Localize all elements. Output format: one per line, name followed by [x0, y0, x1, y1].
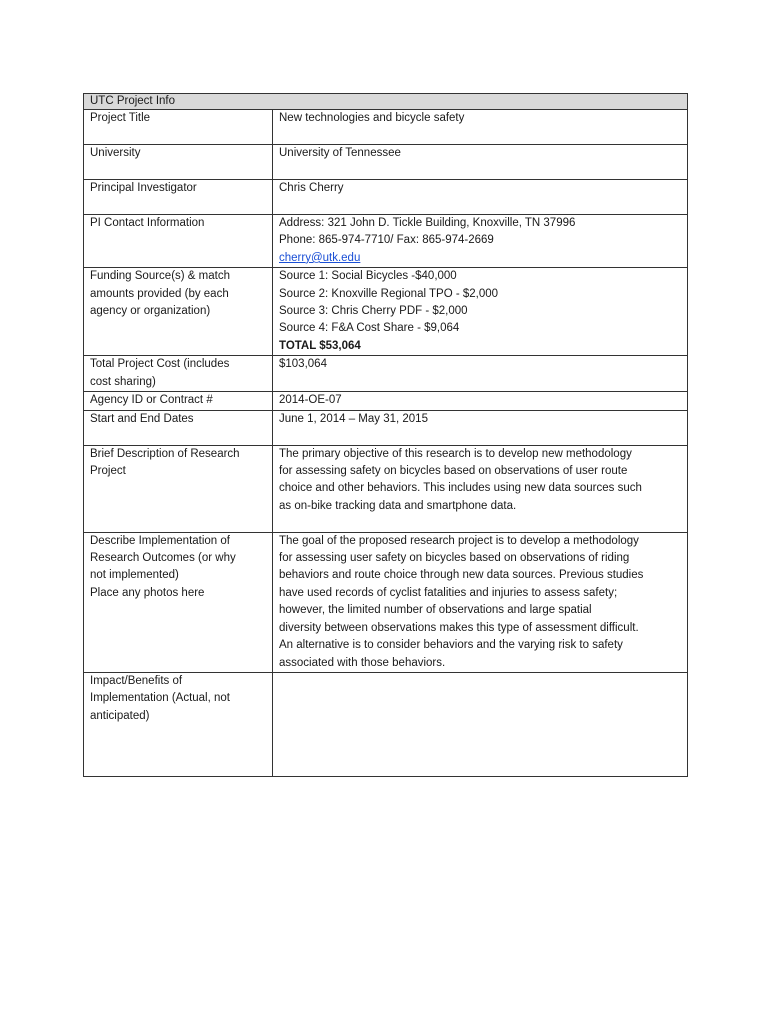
total-cost-label: [84, 356, 273, 392]
implementation-label-line: Describe Implementation of: [90, 534, 230, 547]
funding-label-line: amounts provided (by each: [90, 287, 229, 300]
funding-source-4: Source 4: F&A Cost Share - $9,064: [279, 322, 460, 335]
utc-project-info-table: [83, 93, 688, 777]
funding-label-line: agency or organization): [90, 305, 211, 318]
university-label: University: [84, 145, 273, 180]
agency-id-value: 2014-OE-07: [273, 392, 688, 410]
implementation-line: have used records of cyclist fatalities and injuries to assess safety;: [279, 586, 618, 599]
implementation-label-line: Research Outcomes (or why: [90, 552, 236, 565]
total-cost-label-line: cost sharing): [90, 375, 156, 388]
funding-source-1: Source 1: Social Bicycles -$40,000: [279, 270, 457, 283]
description-value: [273, 445, 688, 532]
dates-label: Start and End Dates: [84, 410, 273, 445]
description-line: for assessing safety on bicycles based on observations of user route: [279, 465, 628, 478]
description-label-line: Brief Description of Research: [90, 447, 240, 460]
implementation-line: behaviors and route choice through new data sources. Previous studies: [279, 569, 644, 582]
description-label: [84, 445, 273, 532]
description-line: as on-bike tracking data and smartphone data.: [279, 499, 517, 512]
contact-address: Address: 321 John D. Tickle Building, Knoxville, TN 37996: [279, 217, 576, 229]
table-row: [84, 110, 688, 145]
implementation-line: An alternative is to consider behaviors and the varying risk to safety: [279, 639, 623, 652]
table-row: [84, 445, 688, 532]
implementation-label-line: not implemented): [90, 569, 179, 582]
funding-source-2: Source 2: Knoxville Regional TPO - $2,000: [279, 287, 499, 300]
implementation-line: associated with those behaviors.: [279, 656, 446, 669]
table-row: [84, 410, 688, 445]
table-row: [84, 392, 688, 410]
contact-phone: Phone: 865-974-7710/ Fax: 865-974-2669: [279, 234, 494, 247]
table-header: UTC Project Info: [84, 94, 688, 110]
pi-label: Principal Investigator: [84, 180, 273, 215]
description-label-line: Project: [90, 465, 126, 478]
total-cost-value: $103,064: [273, 356, 688, 392]
funding-source-3: Source 3: Chris Cherry PDF - $2,000: [279, 305, 468, 318]
table-header-row: [84, 94, 688, 110]
impact-value: [273, 672, 688, 776]
table-row: [84, 180, 688, 215]
implementation-value: [273, 532, 688, 672]
impact-label-line: Implementation (Actual, not: [90, 692, 230, 705]
table-row: [84, 672, 688, 776]
dates-value: June 1, 2014 – May 31, 2015: [273, 410, 688, 445]
description-line: The primary objective of this research is to develop new methodology: [279, 447, 632, 460]
implementation-label: [84, 532, 273, 672]
table-row: [84, 145, 688, 180]
agency-id-label: Agency ID or Contract #: [84, 392, 273, 410]
implementation-label-line: Place any photos here: [90, 586, 205, 599]
table-row: [84, 356, 688, 392]
table-row: [84, 532, 688, 672]
funding-label: [84, 268, 273, 356]
pi-value: Chris Cherry: [273, 180, 688, 215]
contact-label: PI Contact Information: [84, 215, 273, 268]
contact-email-link[interactable]: cherry@utk.edu: [279, 251, 361, 264]
table-row: [84, 215, 688, 268]
implementation-line: for assessing user safety on bicycles based on observations of riding: [279, 552, 630, 565]
project-title-value: New technologies and bicycle safety: [273, 110, 688, 145]
university-value: University of Tennessee: [273, 145, 688, 180]
implementation-line: The goal of the proposed research project is to develop a methodology: [279, 534, 639, 547]
implementation-line: however, the limited number of observations and large spatial: [279, 604, 592, 617]
funding-total: TOTAL $53,064: [279, 339, 361, 352]
impact-label-line: Impact/Benefits of: [90, 674, 183, 687]
description-line: choice and other behaviors. This includes using new data sources such: [279, 482, 642, 495]
total-cost-label-line: Total Project Cost (includes: [90, 358, 230, 371]
project-title-label: Project Title: [84, 110, 273, 145]
funding-value: [273, 268, 688, 356]
table-row: [84, 268, 688, 356]
contact-value: [273, 215, 688, 268]
implementation-line: diversity between observations makes this type of assessment difficult.: [279, 621, 639, 634]
impact-label-line: anticipated): [90, 709, 150, 722]
funding-label-line: Funding Source(s) & match: [90, 270, 230, 283]
impact-label: [84, 672, 273, 776]
